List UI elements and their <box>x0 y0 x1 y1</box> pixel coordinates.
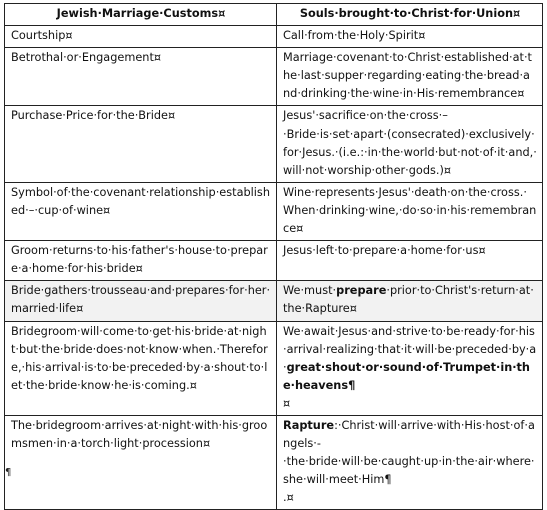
table-header-row <box>5 4 543 26</box>
row-right-cell[interactable]: Wine·represents·Jesus'·death·on·the·cross.·When·drinking·wine,·do·so·in·his·remembrance¤ <box>277 182 543 240</box>
row-left-cell[interactable]: Groom·returns·to·his·father's·house·to·prepare·a·home·for·his·bride¤ <box>5 241 277 281</box>
cell-text: We·must· <box>283 284 337 298</box>
row-right-cell[interactable]: Jesus·left·to·prepare·a·home·for·us¤ <box>277 241 543 281</box>
row-left-cell[interactable]: Betrothal·or·Engagement¤ <box>5 48 277 106</box>
marriage-customs-table <box>4 3 543 510</box>
row-left-cell[interactable]: Courtship¤ <box>5 26 277 48</box>
cell-end-mark: ¤ <box>283 396 291 410</box>
table-row <box>5 48 543 106</box>
cell-bold-text: prepare <box>336 284 387 298</box>
table-row <box>5 321 543 415</box>
row-left-cell[interactable]: Symbol·of·the·covenant·relationship·established·–·cup·of·wine¤ <box>5 182 277 240</box>
table-row <box>5 241 543 281</box>
row-left-cell[interactable]: The·bridegroom·arrives·at·night·with·his·groomsmen·in·a·torch·light·procession¤ <box>5 415 277 509</box>
cell-text: :·Christ·will·arrive·with·His·host·of·angels·-·the·bride·will·be·caught·up·in·the·air·where·she·will·meet·Him¶ <box>283 418 535 487</box>
paragraph-mark: ¶ <box>5 467 12 478</box>
row-left-cell[interactable]: Bridegroom·will·come·to·get·his·bride·at·night·but·the·bride·does·not·know·when.·Therefore,·his·arrival·is·to·be·preceded·by·a·shout·to·let·the·bride·know·he·is·coming.¤ <box>5 321 277 415</box>
cell-text: ·prior·to·Christ's·return·at·the·Rapture¤ <box>283 284 534 316</box>
table-row <box>5 182 543 240</box>
cell-text: We·await·Jesus·and·strive·to·be·ready·for·his·arrival·realizing·that·it·will·be·preceded·by·a· <box>283 324 537 374</box>
cell-bold-text: Rapture <box>283 418 335 432</box>
row-right-cell[interactable] <box>277 281 543 321</box>
row-right-cell[interactable]: Marriage·covenant·to·Christ·established·at·the·last·supper·regarding·eating·the·bread·and·drinking·the·wine·in·His·remembrance¤ <box>277 48 543 106</box>
table-row <box>5 26 543 48</box>
cell-bold-text: great·shout·or·sound·of·Trumpet·in·the·heavens¶ <box>283 360 530 392</box>
table-row <box>5 106 543 182</box>
header-jewish-customs[interactable]: Jewish·Marriage·Customs¤ <box>5 4 277 26</box>
row-left-cell[interactable]: Purchase·Price·for·the·Bride¤ <box>5 106 277 182</box>
cell-end-mark: .¤ <box>283 491 294 505</box>
table-row <box>5 415 543 509</box>
row-right-cell[interactable] <box>277 321 543 415</box>
row-right-cell[interactable]: Jesus'·sacrifice·on·the·cross·–·Bride·is·set·apart·(consecrated)·exclusively·for·Jesus.·(i.e.:·in·the·world·but·not·of·it·and,·will·not·worship·other·gods.)¤ <box>277 106 543 182</box>
document-table-container <box>4 3 542 510</box>
table-row-shaded <box>5 281 543 321</box>
row-left-cell[interactable]: Bride·gathers·trousseau·and·prepares·for·her·married·life¤ <box>5 281 277 321</box>
header-souls-brought[interactable]: Souls·brought·to·Christ·for·Union¤ <box>277 4 543 26</box>
row-right-cell[interactable] <box>277 415 543 509</box>
row-right-cell[interactable]: Call·from·the·Holy·Spirit¤ <box>277 26 543 48</box>
